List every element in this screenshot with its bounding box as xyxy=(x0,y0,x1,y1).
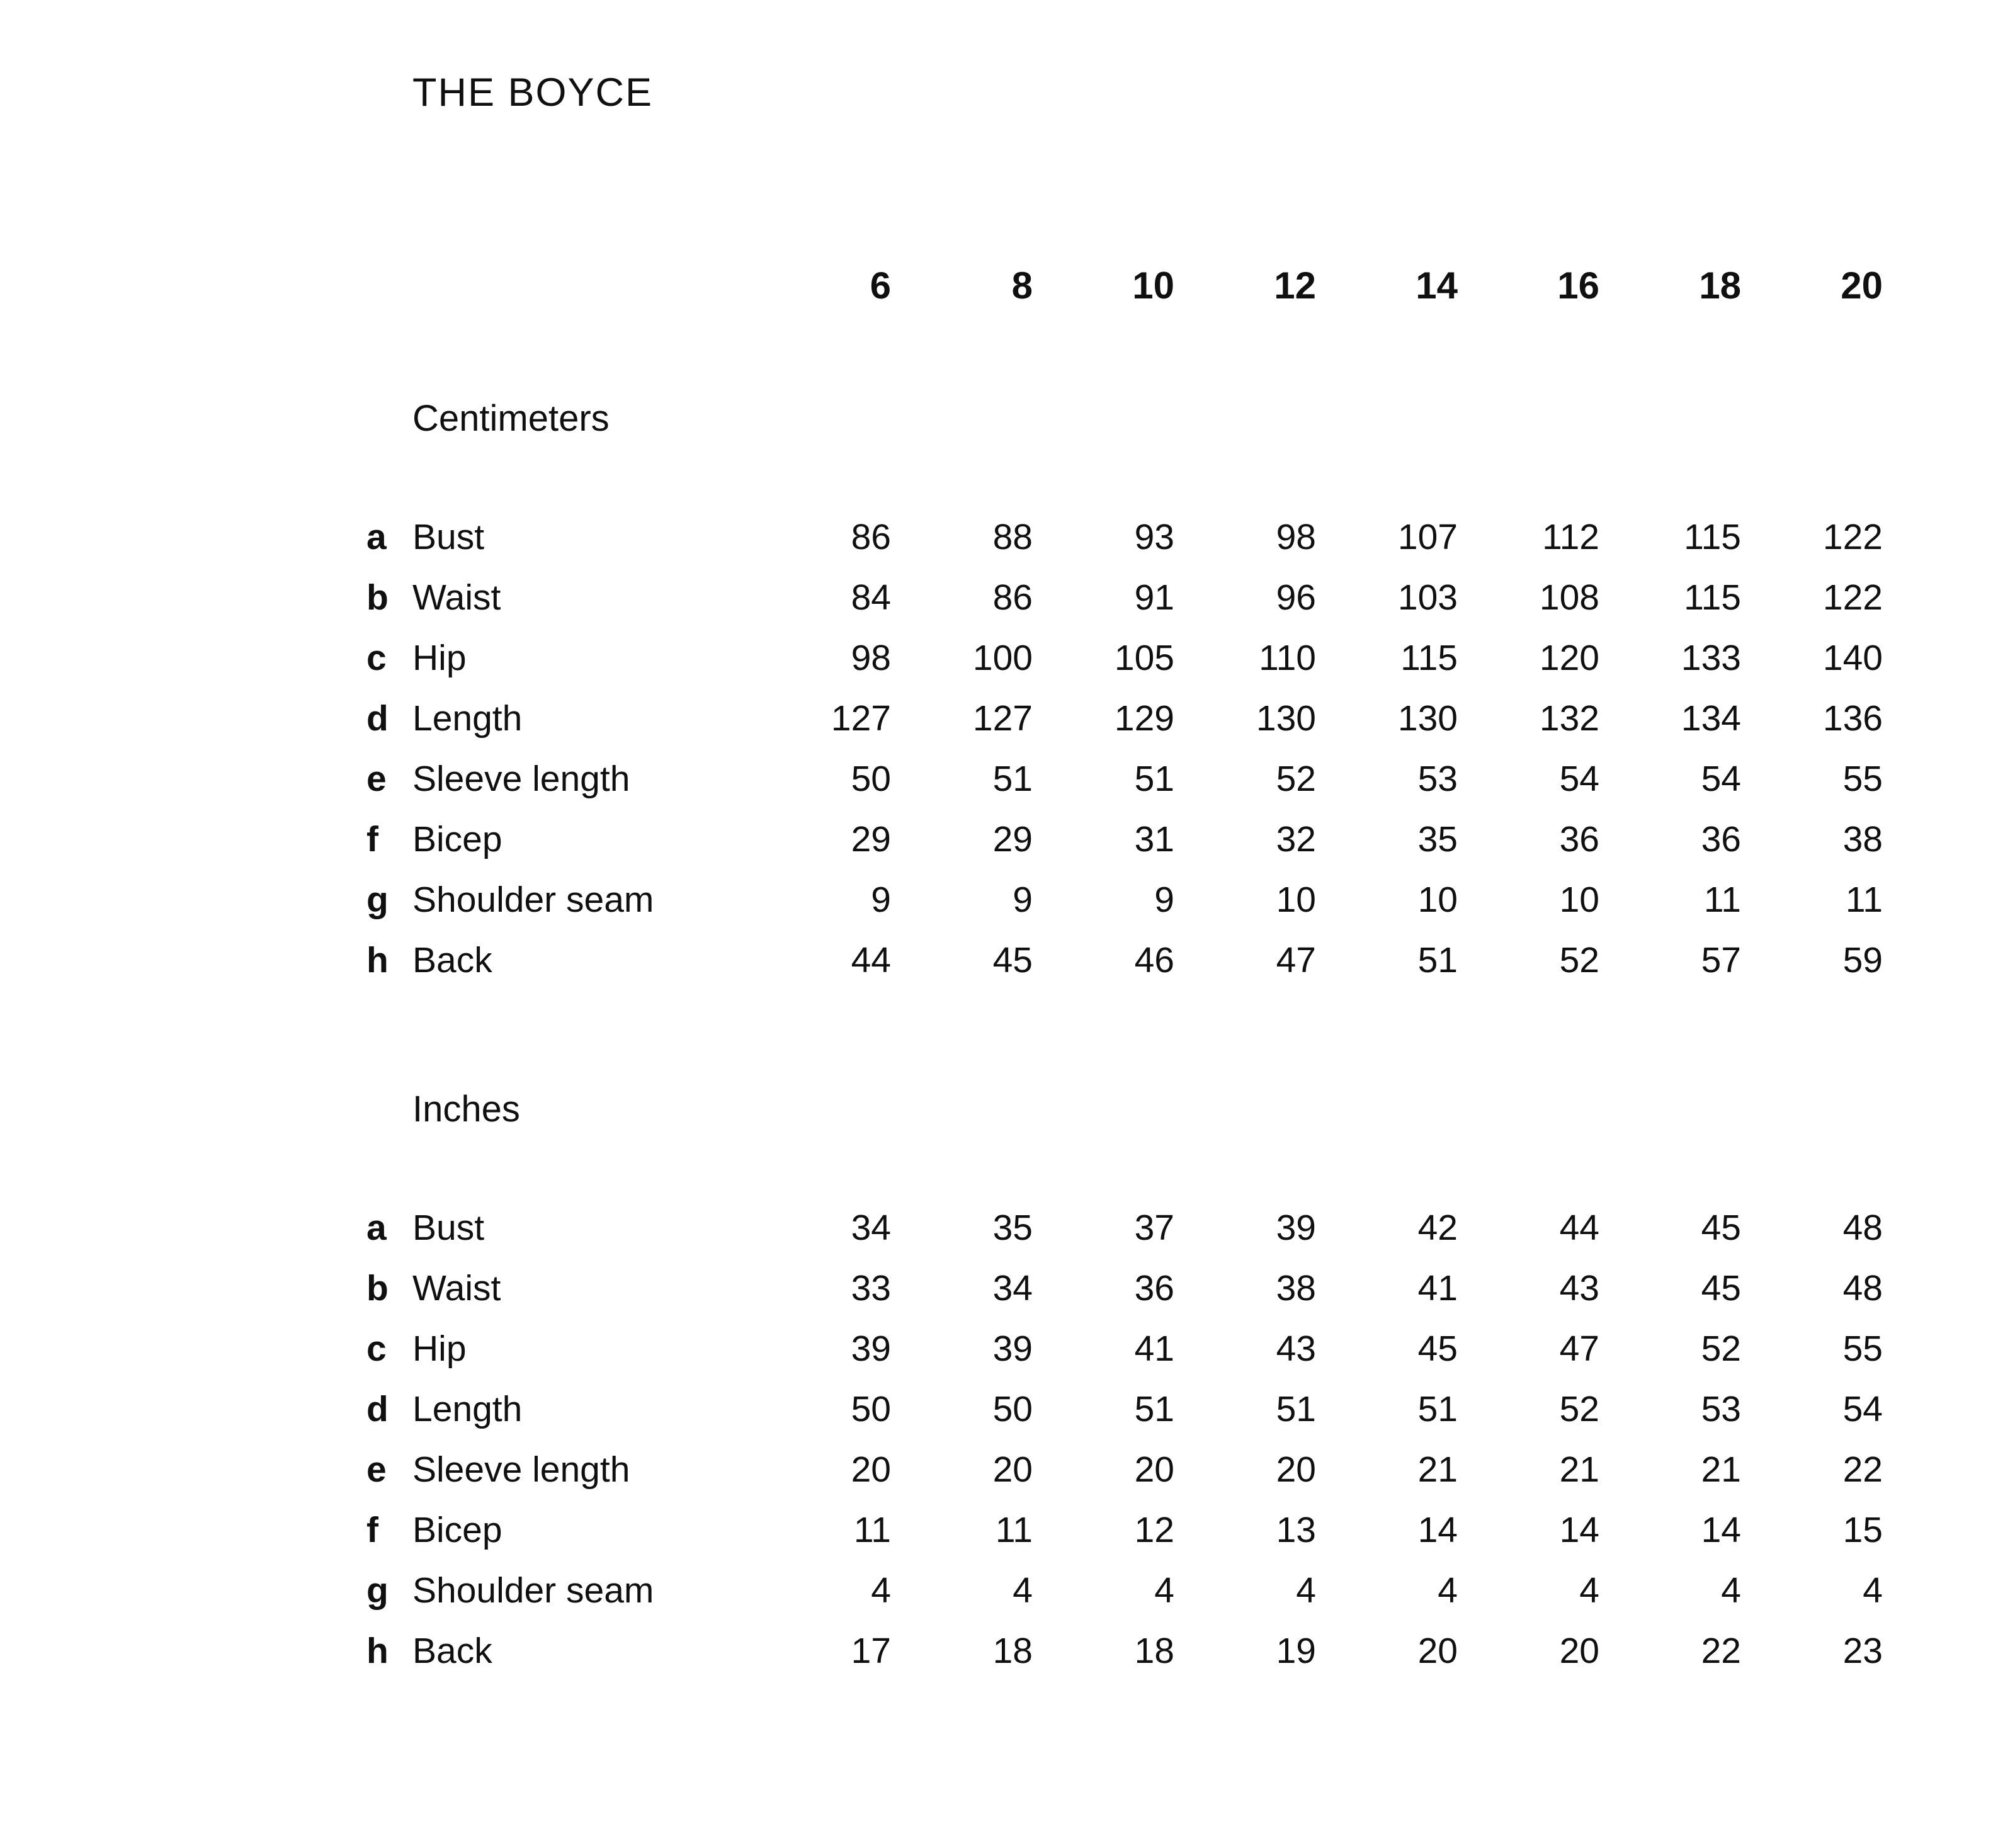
measurement-value: 23 xyxy=(1842,1631,1883,1671)
measurement-value: 29 xyxy=(851,819,891,859)
measurement-value: 103 xyxy=(1397,577,1458,618)
measurement-value: 39 xyxy=(851,1329,891,1369)
measurement-row xyxy=(353,628,1883,688)
measurement-row xyxy=(353,809,1883,870)
measurement-row xyxy=(353,567,1883,628)
measurement-value: 9 xyxy=(1013,880,1033,920)
measurement-value: 52 xyxy=(1559,940,1599,980)
row-letter: g xyxy=(366,1570,389,1611)
measurement-value: 20 xyxy=(1417,1631,1458,1671)
measurement-value: 34 xyxy=(851,1208,891,1248)
measurement-value: 55 xyxy=(1842,759,1883,799)
measurement-value: 21 xyxy=(1559,1449,1599,1490)
measurement-value: 20 xyxy=(1276,1449,1316,1490)
size-column-header: 20 xyxy=(1841,264,1883,307)
measurement-value: 52 xyxy=(1559,1389,1599,1429)
measurement-row xyxy=(353,1439,1883,1500)
measurement-value: 17 xyxy=(851,1631,891,1671)
measurement-value: 12 xyxy=(1134,1510,1174,1550)
measurement-value: 43 xyxy=(1276,1329,1316,1369)
measurement-value: 84 xyxy=(851,577,891,618)
measurement-value: 108 xyxy=(1539,577,1599,618)
measurement-value: 98 xyxy=(1276,517,1316,557)
measurement-value: 14 xyxy=(1559,1510,1599,1550)
measurement-value: 51 xyxy=(1276,1389,1316,1429)
measurement-value: 46 xyxy=(1134,940,1174,980)
measurement-value: 14 xyxy=(1417,1510,1458,1550)
inches-section-heading: Inches xyxy=(412,1089,520,1130)
row-label: Length xyxy=(412,698,523,739)
measurement-value: 4 xyxy=(1154,1570,1174,1611)
measurement-row xyxy=(353,1379,1883,1439)
measurement-row xyxy=(353,1621,1883,1681)
measurement-value: 35 xyxy=(1417,819,1458,859)
measurement-value: 31 xyxy=(1134,819,1174,859)
row-label: Length xyxy=(412,1389,523,1429)
measurement-row xyxy=(353,688,1883,749)
measurement-value: 112 xyxy=(1542,517,1599,557)
measurement-value: 130 xyxy=(1256,698,1316,739)
row-letter: e xyxy=(366,1449,387,1490)
measurement-value: 20 xyxy=(1134,1449,1174,1490)
centimeters-section-heading: Centimeters xyxy=(412,398,610,439)
row-label: Shoulder seam xyxy=(412,1570,654,1611)
measurement-value: 115 xyxy=(1684,517,1741,557)
measurement-value: 53 xyxy=(1417,759,1458,799)
row-label: Waist xyxy=(412,1268,501,1308)
measurement-value: 88 xyxy=(992,517,1033,557)
measurement-value: 51 xyxy=(1134,759,1174,799)
measurement-value: 53 xyxy=(1701,1389,1741,1429)
measurement-value: 140 xyxy=(1822,638,1883,678)
measurement-value: 39 xyxy=(992,1329,1033,1369)
row-letter: f xyxy=(366,1510,378,1550)
size-column-header: 14 xyxy=(1416,264,1458,307)
measurement-value: 59 xyxy=(1842,940,1883,980)
measurement-value: 4 xyxy=(1721,1570,1741,1611)
row-letter: c xyxy=(366,1329,387,1369)
measurement-value: 4 xyxy=(1296,1570,1316,1611)
measurement-value: 133 xyxy=(1681,638,1741,678)
row-label: Hip xyxy=(412,638,467,678)
measurement-value: 4 xyxy=(1013,1570,1033,1611)
measurement-value: 21 xyxy=(1701,1449,1741,1490)
centimeters-section xyxy=(353,394,1883,990)
measurement-value: 18 xyxy=(992,1631,1033,1671)
inches-section xyxy=(353,1084,1883,1681)
row-label: Hip xyxy=(412,1329,467,1369)
measurement-value: 50 xyxy=(851,1389,891,1429)
measurement-value: 45 xyxy=(992,940,1033,980)
measurement-value: 115 xyxy=(1400,638,1458,678)
measurement-value: 10 xyxy=(1559,880,1599,920)
measurement-value: 86 xyxy=(851,517,891,557)
size-column-header: 12 xyxy=(1274,264,1316,307)
measurement-value: 36 xyxy=(1559,819,1599,859)
measurement-value: 45 xyxy=(1701,1208,1741,1248)
measurement-value: 36 xyxy=(1134,1268,1174,1308)
measurement-row xyxy=(353,507,1883,567)
measurement-value: 48 xyxy=(1842,1268,1883,1308)
measurement-value: 14 xyxy=(1701,1510,1741,1550)
measurement-value: 39 xyxy=(1276,1208,1316,1248)
measurement-value: 19 xyxy=(1276,1631,1316,1671)
row-label: Waist xyxy=(412,577,501,618)
measurement-value: 10 xyxy=(1417,880,1458,920)
row-label: Back xyxy=(412,940,492,980)
measurement-value: 45 xyxy=(1701,1268,1741,1308)
measurement-value: 48 xyxy=(1842,1208,1883,1248)
measurement-row xyxy=(353,930,1883,990)
measurement-value: 41 xyxy=(1417,1268,1458,1308)
measurement-value: 91 xyxy=(1134,577,1174,618)
measurement-value: 11 xyxy=(1703,880,1741,920)
row-letter: h xyxy=(366,1631,389,1671)
measurement-row xyxy=(353,749,1883,809)
measurement-value: 42 xyxy=(1417,1208,1458,1248)
size-column-header: 10 xyxy=(1132,264,1174,307)
measurement-value: 13 xyxy=(1276,1510,1316,1550)
measurement-value: 51 xyxy=(1417,940,1458,980)
measurement-row xyxy=(353,1500,1883,1560)
row-letter: d xyxy=(366,698,389,739)
size-header-row xyxy=(749,262,1883,310)
measurement-value: 22 xyxy=(1842,1449,1883,1490)
measurement-value: 38 xyxy=(1842,819,1883,859)
measurement-value: 86 xyxy=(992,577,1033,618)
measurement-value: 11 xyxy=(853,1510,891,1550)
measurement-value: 55 xyxy=(1842,1329,1883,1369)
measurement-value: 127 xyxy=(972,698,1033,739)
size-column-header: 8 xyxy=(1011,264,1033,307)
measurement-value: 20 xyxy=(851,1449,891,1490)
measurement-value: 4 xyxy=(1438,1570,1458,1611)
measurement-value: 115 xyxy=(1684,577,1741,618)
measurement-value: 134 xyxy=(1681,698,1741,739)
measurement-value: 130 xyxy=(1397,698,1458,739)
measurement-value: 47 xyxy=(1559,1329,1599,1369)
measurement-value: 50 xyxy=(851,759,891,799)
measurement-value: 41 xyxy=(1134,1329,1174,1369)
size-column-header: 6 xyxy=(870,264,891,307)
measurement-value: 18 xyxy=(1134,1631,1174,1671)
measurement-row xyxy=(353,1560,1883,1621)
page-title: THE BOYCE xyxy=(412,71,654,115)
measurement-value: 54 xyxy=(1559,759,1599,799)
measurement-value: 9 xyxy=(1154,880,1174,920)
measurement-value: 9 xyxy=(871,880,891,920)
row-letter: a xyxy=(366,517,387,557)
row-label: Shoulder seam xyxy=(412,880,654,920)
measurement-value: 15 xyxy=(1842,1510,1883,1550)
measurement-value: 20 xyxy=(1559,1631,1599,1671)
measurement-value: 37 xyxy=(1134,1208,1174,1248)
row-letter: h xyxy=(366,940,389,980)
measurement-value: 32 xyxy=(1276,819,1316,859)
measurement-value: 44 xyxy=(851,940,891,980)
measurement-value: 96 xyxy=(1276,577,1316,618)
measurement-row xyxy=(353,1258,1883,1318)
measurement-row xyxy=(353,1318,1883,1379)
row-letter: b xyxy=(366,577,389,618)
measurement-value: 10 xyxy=(1276,880,1316,920)
measurement-value: 22 xyxy=(1701,1631,1741,1671)
measurement-value: 51 xyxy=(992,759,1033,799)
measurement-value: 105 xyxy=(1114,638,1174,678)
row-label: Sleeve length xyxy=(412,759,630,799)
measurement-value: 4 xyxy=(1579,1570,1599,1611)
row-label: Sleeve length xyxy=(412,1449,630,1490)
measurement-value: 136 xyxy=(1822,698,1883,739)
measurement-value: 20 xyxy=(992,1449,1033,1490)
measurement-value: 51 xyxy=(1134,1389,1174,1429)
measurement-value: 54 xyxy=(1842,1389,1883,1429)
measurement-value: 132 xyxy=(1539,698,1599,739)
measurement-value: 122 xyxy=(1822,517,1883,557)
measurement-value: 34 xyxy=(992,1268,1033,1308)
measurement-value: 4 xyxy=(871,1570,891,1611)
row-label: Bicep xyxy=(412,1510,502,1550)
measurement-value: 110 xyxy=(1259,638,1316,678)
measurement-value: 129 xyxy=(1114,698,1174,739)
measurement-value: 47 xyxy=(1276,940,1316,980)
measurement-value: 107 xyxy=(1397,517,1458,557)
size-column-header: 18 xyxy=(1699,264,1741,307)
measurement-value: 11 xyxy=(1845,880,1883,920)
row-letter: a xyxy=(366,1208,387,1248)
measurement-value: 54 xyxy=(1701,759,1741,799)
measurement-value: 4 xyxy=(1863,1570,1883,1611)
measurement-value: 36 xyxy=(1701,819,1741,859)
measurement-value: 100 xyxy=(972,638,1033,678)
measurement-value: 45 xyxy=(1417,1329,1458,1369)
row-letter: f xyxy=(366,819,378,859)
measurement-value: 52 xyxy=(1276,759,1316,799)
measurement-value: 98 xyxy=(851,638,891,678)
measurement-value: 93 xyxy=(1134,517,1174,557)
size-column-header: 16 xyxy=(1557,264,1599,307)
row-letter: g xyxy=(366,880,389,920)
measurement-value: 44 xyxy=(1559,1208,1599,1248)
measurement-value: 11 xyxy=(995,1510,1033,1550)
row-letter: c xyxy=(366,638,387,678)
measurement-value: 35 xyxy=(992,1208,1033,1248)
measurement-row xyxy=(353,870,1883,930)
measurement-row xyxy=(353,1198,1883,1258)
measurement-value: 29 xyxy=(992,819,1033,859)
measurement-value: 50 xyxy=(992,1389,1033,1429)
row-letter: b xyxy=(366,1268,389,1308)
centimeters-rows xyxy=(353,507,1883,990)
row-label: Back xyxy=(412,1631,492,1671)
row-letter: d xyxy=(366,1389,389,1429)
measurement-value: 122 xyxy=(1822,577,1883,618)
row-label: Bust xyxy=(412,517,485,557)
row-label: Bicep xyxy=(412,819,502,859)
row-letter: e xyxy=(366,759,387,799)
measurement-value: 38 xyxy=(1276,1268,1316,1308)
measurement-value: 43 xyxy=(1559,1268,1599,1308)
measurement-value: 127 xyxy=(831,698,891,739)
measurement-value: 51 xyxy=(1417,1389,1458,1429)
measurement-value: 57 xyxy=(1701,940,1741,980)
measurement-value: 33 xyxy=(851,1268,891,1308)
measurement-value: 120 xyxy=(1539,638,1599,678)
measurement-value: 52 xyxy=(1701,1329,1741,1369)
measurement-value: 21 xyxy=(1417,1449,1458,1490)
inches-rows xyxy=(353,1198,1883,1681)
row-label: Bust xyxy=(412,1208,485,1248)
